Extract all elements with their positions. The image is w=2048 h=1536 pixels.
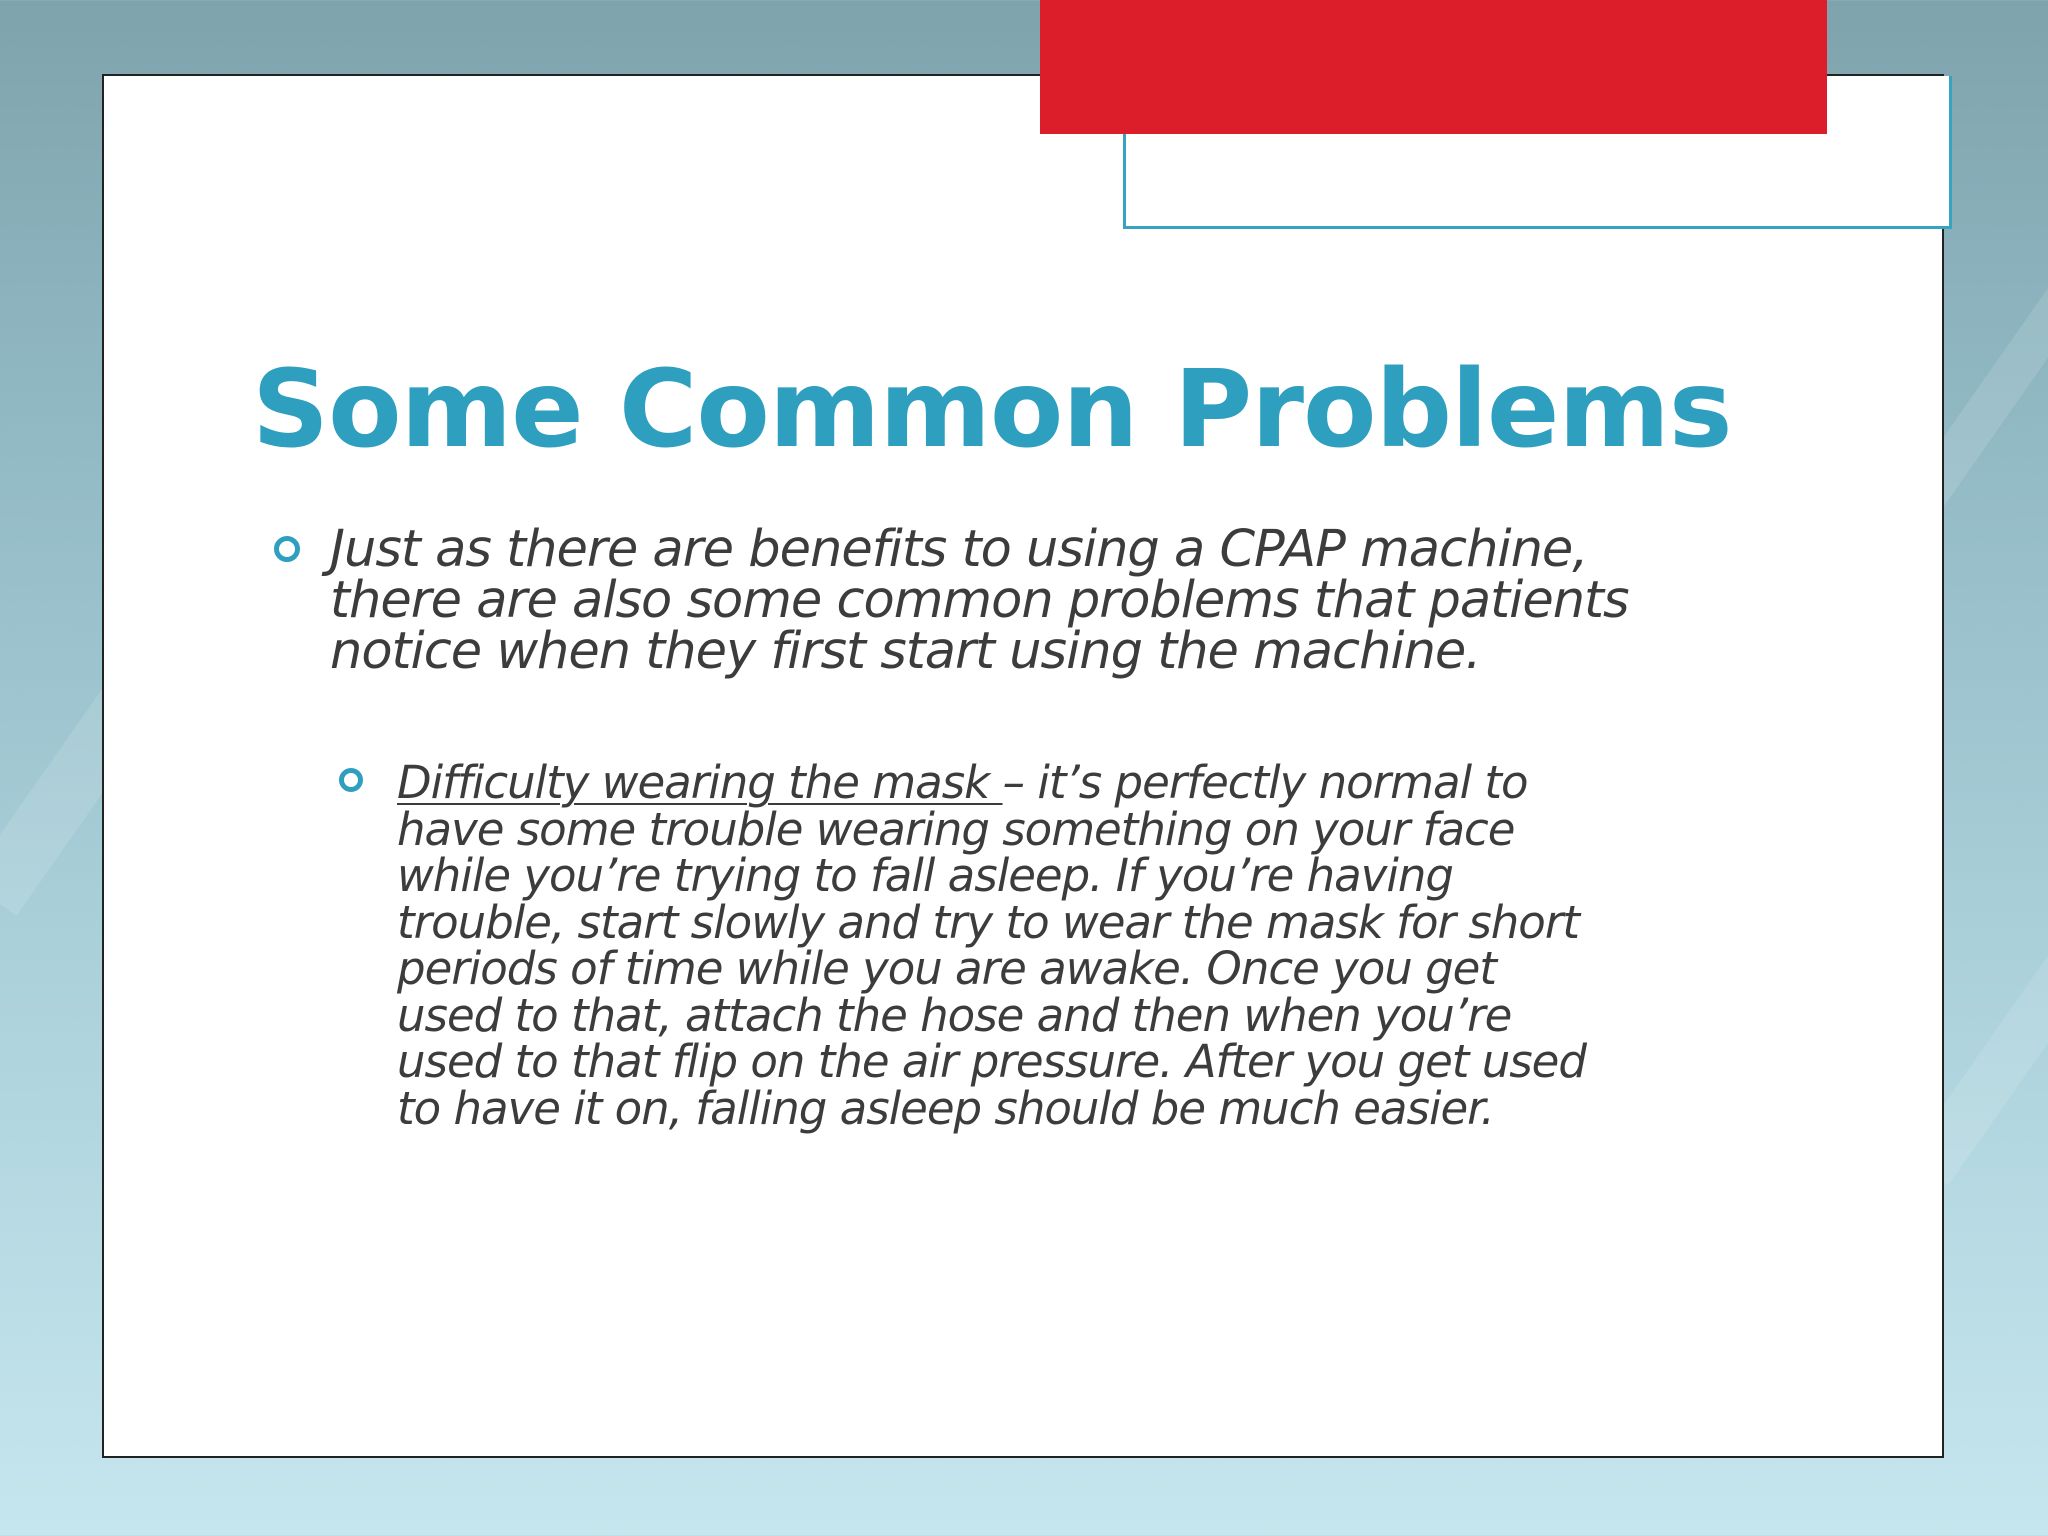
bullet2-line: trouble, start slowly and try to wear the mask for short [397,895,1579,949]
hollow-circle-bullet-icon [339,768,363,792]
bullet2-line: periods of time while you are awake. Once you get [397,942,1496,995]
bullet-paragraph-2 [397,756,1586,1135]
hollow-circle-bullet-icon [274,536,300,562]
title-tab-red-bar [1040,0,1827,134]
bullet1-line: notice when they first start using the machine. [330,622,1481,681]
slide-title: Some Common Problems [252,348,1732,472]
bullet2-line: used to that flip on the air pressure. After you get used [397,1035,1586,1088]
bullet2-first-line [397,756,1586,809]
bullet-paragraph-1 [330,520,1629,681]
bullet2-line: have some trouble wearing something on your face [397,802,1515,856]
bullet2-line: used to that, attach the hose and then when you’re [397,988,1512,1042]
bullet2-heading: Difficulty wearing the mask [397,756,1003,809]
bullet2-line: to have it on, falling asleep should be much easier. [397,1081,1494,1135]
bullet2-line: while you’re trying to fall asleep. If you’re having [397,849,1453,902]
bullet1-line: there are also some common problems that patients [330,571,1629,630]
bullet2-dash-text: – it’s perfectly normal to [1002,756,1528,809]
bullet1-line: Just as there are benefits to using a CPAP machine, [330,520,1588,579]
